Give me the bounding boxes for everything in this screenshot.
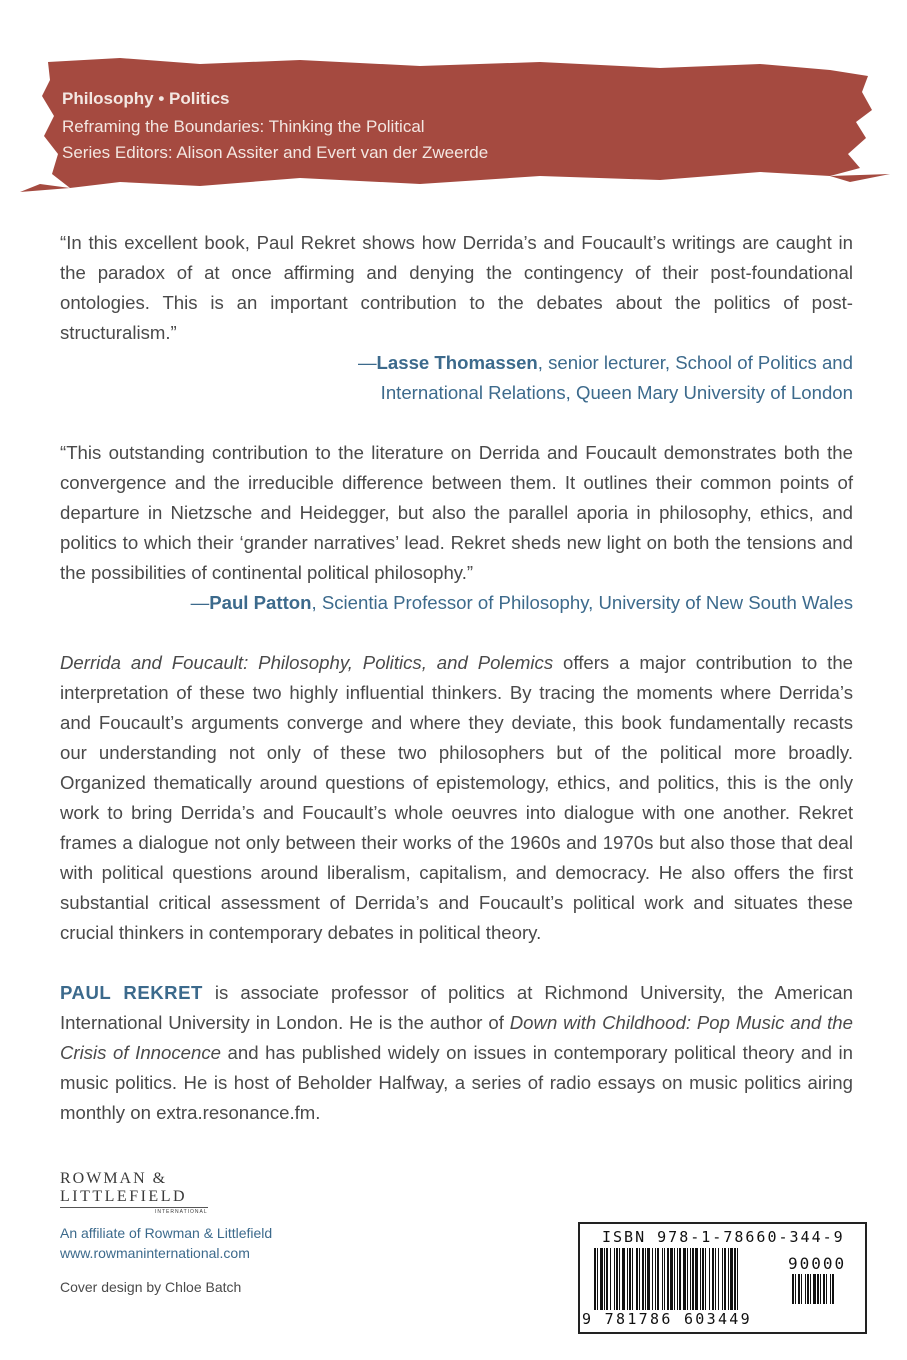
barcode-bar — [810, 1274, 811, 1304]
barcode-bar — [604, 1248, 605, 1310]
barcode-bar — [657, 1248, 659, 1310]
barcode-number: 9 781786 603449 — [582, 1310, 752, 1328]
barcode-bar — [597, 1248, 598, 1310]
isbn-barcode — [578, 1222, 867, 1334]
barcode-bar — [690, 1248, 691, 1310]
barcode-bar — [692, 1248, 694, 1310]
barcode-bar — [627, 1248, 628, 1310]
barcode-bar — [700, 1248, 701, 1310]
barcode-bar — [826, 1274, 827, 1304]
endorser-name: Paul Patton — [209, 592, 312, 613]
barcode-bar — [629, 1248, 631, 1310]
barcode-bar — [712, 1248, 714, 1310]
barcode-bar — [683, 1248, 686, 1310]
book-description: Derrida and Foucault: Philosophy, Politics, and Polemics offers a major contribution to the interpretation of these two highly influential thinkers. By tracing the moments where Derrida’s and Foucault’s arguments converge and where they deviate, this book fundamentally recasts our understanding not only of these two philosophers but of the political more broadly. Organized thematically around questions of epistemology, ethics, and politics, this is the only work to bring Derrida’s and Foucault’s whole oeuvres into dialogue with one another. Rekret frames a dialogue not only between their works of the 1960s and 1970s but also those that deal with political questions around liberalism, capitalism, and democracy. He also offers the first substantial critical assessment of Derrida’s and Foucault’s political work and situates these crucial thinkers in contemporary debates in political theory. — [60, 652, 853, 943]
author-name: PAUL REKRET — [60, 982, 203, 1003]
barcode-bar — [722, 1248, 723, 1310]
barcode-bar — [622, 1248, 625, 1310]
banner-text — [62, 86, 488, 166]
barcode-bar — [594, 1248, 596, 1310]
barcode-bar — [645, 1248, 646, 1310]
barcode-bar — [807, 1274, 809, 1304]
barcode-bar — [642, 1248, 644, 1310]
barcode-bar — [639, 1248, 640, 1310]
barcode-bar — [687, 1248, 688, 1310]
barcode-bar — [647, 1248, 650, 1310]
barcode-bar — [616, 1248, 618, 1310]
author-bio: PAUL REKRET is associate professor of politics at Richmond University, the American International University in London. He is the author of Down with Childhood: Pop Music and the Crisis of Innocence and has published widely on issues in contemporary political theory and in music politics. He is host of Beholder Halfway, a series of radio essays on music politics airing monthly on extra.resonance.fm. — [60, 982, 854, 1123]
endorsement-attribution-1: —Lasse Thomassen, senior lecturer, School of Politics and International Relations, Queen Mary University of London — [357, 352, 853, 403]
barcode-bar — [801, 1274, 802, 1304]
barcode-bar — [798, 1274, 800, 1304]
barcode-addon-bars — [792, 1274, 854, 1304]
barcode-bar — [823, 1274, 825, 1304]
barcode-bar — [655, 1248, 656, 1310]
isbn-label: ISBN 978-1-78660-344-9 — [602, 1228, 845, 1246]
barcode-bar — [610, 1248, 611, 1310]
barcode-bar — [652, 1248, 653, 1310]
cover-design-credit: Cover design by Chloe Batch — [60, 1279, 242, 1295]
other-book-title: Down with Childhood: Pop Music and the Crisis of Innocence — [60, 1012, 853, 1063]
barcode-bar — [817, 1274, 819, 1304]
barcode-bar — [662, 1248, 663, 1310]
series-title: Reframing the Boundaries: Thinking the Political — [62, 117, 425, 136]
barcode-bar — [664, 1248, 665, 1310]
barcode-bar — [718, 1248, 719, 1310]
barcode-bar — [792, 1274, 794, 1304]
endorser-name: Lasse Thomassen — [376, 352, 538, 373]
book-title: Derrida and Foucault: Philosophy, Politics, and Polemics — [60, 652, 554, 673]
barcode-main-bars — [594, 1248, 792, 1310]
category-label: Philosophy • Politics — [62, 89, 230, 108]
barcode-bar — [619, 1248, 620, 1310]
barcode-bar — [670, 1248, 673, 1310]
barcode-bar — [715, 1248, 716, 1310]
barcode-bar — [636, 1248, 638, 1310]
barcode-bar — [730, 1248, 733, 1310]
barcode-bar — [600, 1248, 603, 1310]
price-code: 90000 — [788, 1254, 847, 1273]
barcode-bar — [705, 1248, 706, 1310]
publisher-block — [60, 1170, 360, 1295]
affiliate-text: An affiliate of Rowman & Littlefield — [60, 1225, 273, 1241]
barcode-bar — [667, 1248, 669, 1310]
barcode-bar — [702, 1248, 704, 1310]
publisher-logo-line1: ROWMAN & — [60, 1170, 168, 1187]
barcode-bar — [820, 1274, 821, 1304]
publisher-info — [60, 1223, 360, 1263]
barcode-bar — [737, 1248, 738, 1310]
barcode-bar — [679, 1248, 681, 1310]
barcode-bar — [724, 1248, 726, 1310]
endorsement-attribution-2: —Paul Patton, Scientia Professor of Philosophy, University of New South Wales — [190, 592, 853, 613]
barcode-bar — [813, 1274, 816, 1304]
endorsement-quote-2: “This outstanding contribution to the literature on Derrida and Foucault demonstrates both the convergence and the irreducible difference between them. It outlines their common points of departure in Nietzsche and Heidegger, but also the parallel aporia in philosophy, ethics, and politics to which their ‘grander narratives’ lead. Rekret sheds new light on both the tensions and the possibilities of continental political philosophy.” — [60, 442, 853, 583]
barcode-bar — [832, 1274, 834, 1304]
publisher-website: www.rowmaninternational.com — [60, 1245, 250, 1261]
barcode-bar — [728, 1248, 729, 1310]
barcode-bar — [677, 1248, 678, 1310]
barcode-bar — [614, 1248, 615, 1310]
barcode-bar — [805, 1274, 806, 1304]
barcode-bar — [632, 1248, 633, 1310]
barcode-bar — [606, 1248, 608, 1310]
publisher-logo-sub: INTERNATIONAL — [155, 1209, 208, 1215]
publisher-logo-line2: LITTLEFIELD — [60, 1188, 208, 1208]
back-cover-content — [60, 228, 853, 1128]
barcode-bar — [830, 1274, 831, 1304]
series-editors: Series Editors: Alison Assiter and Evert van der Zweerde — [62, 143, 489, 162]
barcode-bar — [709, 1248, 710, 1310]
barcode-bar — [795, 1274, 796, 1304]
barcode-bar — [674, 1248, 675, 1310]
endorsement-quote-1: “In this excellent book, Paul Rekret shows how Derrida’s and Foucault’s writings are caught in the paradox of at once affirming and denying the contingency of their post-foundational ontologies. This is an important contribution to the debates about the politics of post-structuralism.” — [60, 232, 853, 343]
barcode-bar — [695, 1248, 698, 1310]
barcode-bar — [734, 1248, 736, 1310]
